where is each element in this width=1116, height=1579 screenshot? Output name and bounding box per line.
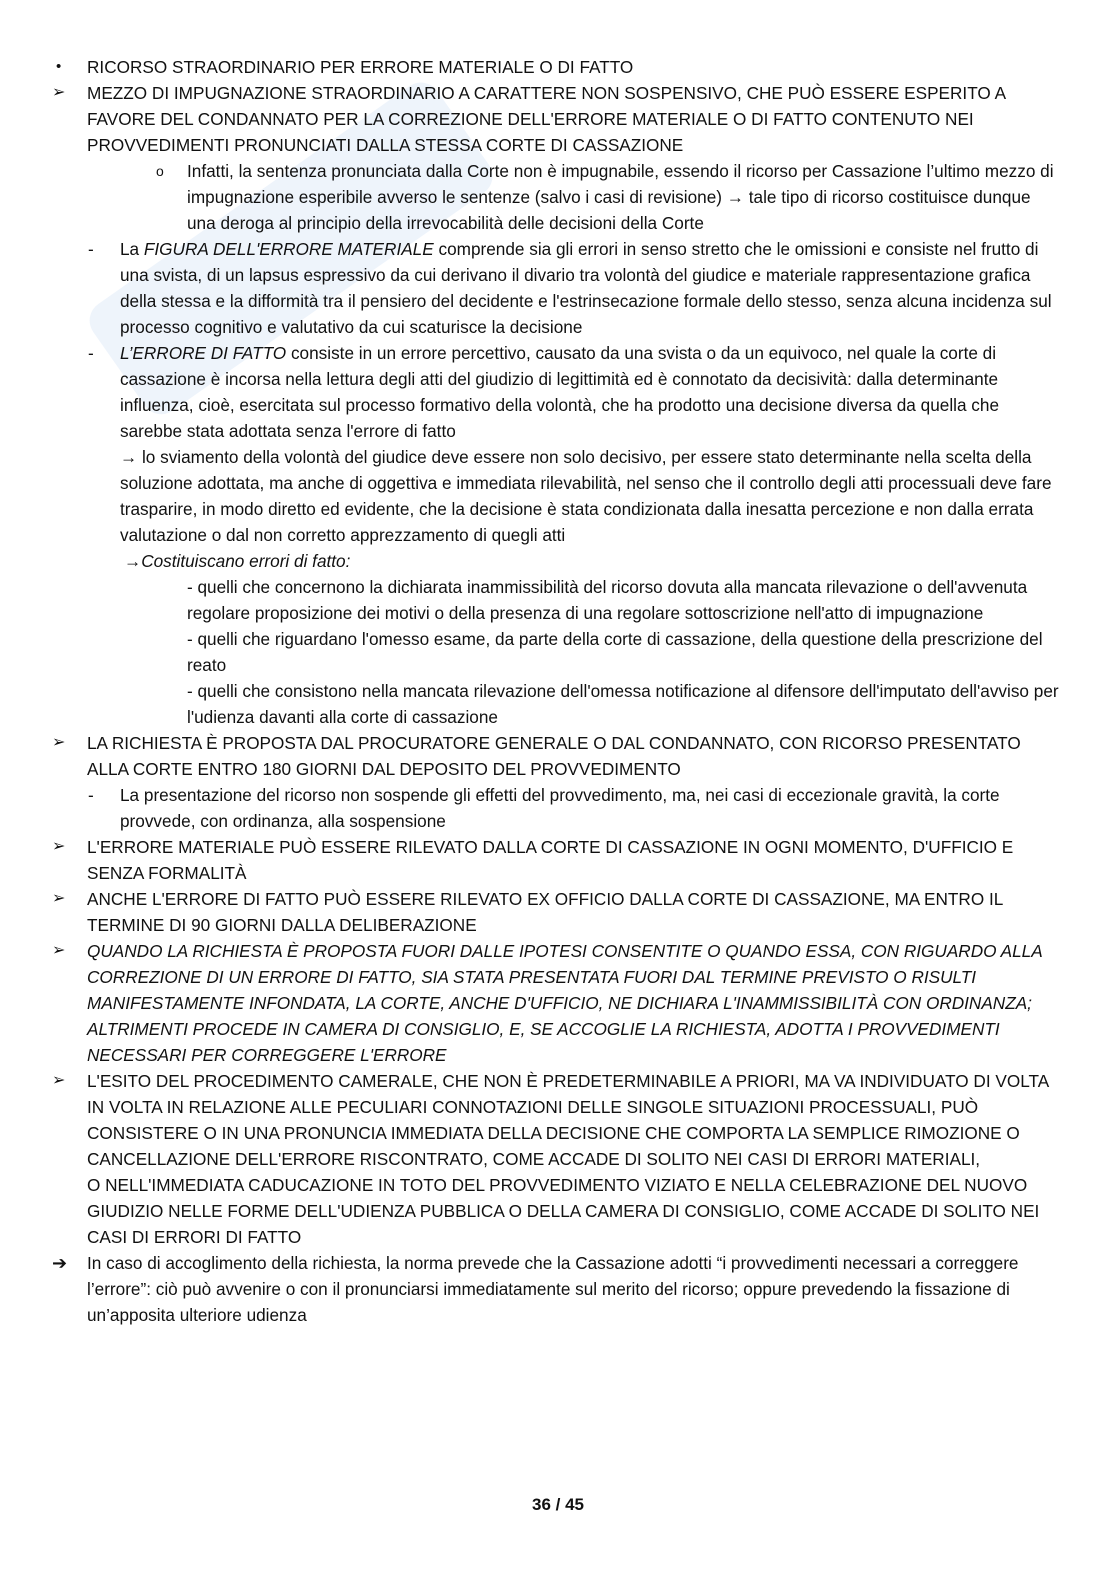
paragraph-text: Infatti, la sentenza pronunciata dalla Corte non è impugnabile, essendo il ricorso per Cassazione l’ultimo mezzo di impugnazione esperibile avverso le sentenze (salvo i casi di revisione) → tale tipo di ricorso costituisce dunque una deroga al principio della irrevocabilità delle decisioni della Corte: [187, 161, 1054, 233]
continuation-paragraph: → lo sviamento della volontà del giudice deve essere non solo decisivo, per essere stato determinante nella scelta della soluzione adottata, ma anche di oggettiva e immediata rilevabilità, nel senso che il controllo degli atti processuali deve fare trasparire, in modo diretto ed evidente, che la decisione è stata condizionata dalla inesatta percezione e non dalla errata valutazione o dal non corretto apprezzamento di quegli atti: [120, 447, 1052, 545]
paragraph-text: La presentazione del ricorso non sospende gli effetti del provvedimento, ma, nei casi di eccezionale gravità, la corte provvede, con ordinanza, alla sospensione: [120, 785, 1000, 831]
arrow-right-icon: ➔: [52, 1253, 68, 1273]
paragraph-text: ANCHE L'ERRORE DI FATTO PUÒ ESSERE RILEVATO EX OFFICIO DALLA CORTE DI CASSAZIONE, MA ENTRO IL TERMINE DI 90 GIORNI DALLA DELIBERAZIONE: [87, 889, 1003, 935]
arrowhead-bullet-icon: ➢: [52, 84, 66, 101]
list-item: [0, 1068, 1064, 1250]
list-item: [0, 80, 1064, 158]
list-title: →Costituiscano errori di fatto:: [124, 551, 351, 571]
page-number: 36 / 45: [532, 1495, 584, 1514]
dash-bullet: -: [88, 343, 94, 363]
error-list-item: - quelli che consistono nella mancata rilevazione dell'omessa notificazione al difensore dell'imputato dell'avviso per l'udienza davanti alla corte di cassazione: [187, 681, 1059, 727]
list-item: [0, 938, 1064, 1068]
sub-list-item: [0, 158, 1064, 236]
heading-item: [0, 54, 1064, 80]
emphasis-text: L’ERRORE DI FATTO: [120, 343, 287, 363]
error-list-item: - quelli che concernono la dichiarata inammissibilità del ricorso dovuta alla mancata rilevazione o dell'avvenuta regolare proposizione dei motivi o della presenza di una regolare sottoscrizione nell'atto di impugnazione: [187, 577, 1028, 623]
dash-bullet: -: [88, 239, 94, 259]
list-item: [0, 886, 1064, 938]
paragraph-text: MEZZO DI IMPUGNAZIONE STRAORDINARIO A CARATTERE NON SOSPENSIVO, CHE PUÒ ESSERE ESPERITO A FAVORE DEL CONDANNATO PER LA CORREZIONE DELL'ERRORE MATERIALE O DI FATTO CONTENUTO NEI PROVVEDIMENTI PRONUNCIATI DALLA STESSA CORTE DI CASSAZIONE: [87, 83, 1006, 155]
dash-list-item: [0, 782, 1064, 834]
arrowhead-bullet-icon: ➢: [52, 942, 66, 959]
emphasis-text: FIGURA DELL'ERRORE MATERIALE: [143, 239, 434, 259]
error-list-item: - quelli che riguardano l'omesso esame, da parte della corte di cassazione, della questione della prescrizione del reato: [187, 629, 1043, 675]
paragraph-text: L'ESITO DEL PROCEDIMENTO CAMERALE, CHE NON È PREDETERMINABILE A PRIORI, MA VA INDIVIDUATO DI VOLTA IN VOLTA IN RELAZIONE ALLE PECULIARI CONNOTAZIONI DELLE SINGOLE SITUAZIONI PROCESSUALI, PUÒ CONSISTERE O IN UNA PRONUNCIA IMMEDIATA DELLA DECISIONE CHE COMPORTA LA SEMPLICE RIMOZIONE O CANCELLAZIONE DELL'ERRORE RISCONTRATO, COME ACCADE DI SOLITO NEI CASI DI ERRORI MATERIALI, O NELL'IMMEDIATA CADUCAZIONE IN TOTO DEL PROVVEDIMENTO VIZIATO E NELLA CELEBRAZIONE DEL NUOVO GIUDIZIO NELLE FORME DELL'UDIENZA PUBBLICA O DELLA CAMERA DI CONSIGLIO, COME ACCADE DI SOLITO NEI CASI DI ERRORI DI FATTO: [87, 1071, 1049, 1247]
circle-bullet-icon: o: [156, 163, 164, 179]
paragraph-text: L’ERRORE DI FATTO consiste in un errore percettivo, causato da una svista o da un equivoco, nel quale la corte di cassazione è incorsa nella lettura degli atti del giudizio di legittimità ed è connotato da decisività: dalla determinante influenza, cioè, esercitata sul processo formativo della volontà, che ha prodotto una decisione diversa da quella che sarebbe stata adottata senza l'errore di fatto: [120, 343, 1000, 441]
list-item: [0, 1250, 1064, 1328]
dash-list-item: [0, 236, 1064, 340]
arrowhead-bullet-icon: ➢: [52, 838, 66, 855]
heading-text: RICORSO STRAORDINARIO PER ERRORE MATERIALE O DI FATTO: [87, 57, 634, 77]
document-page: [0, 54, 1116, 1328]
paragraph-text: QUANDO LA RICHIESTA È PROPOSTA FUORI DALLE IPOTESI CONSENTITE O QUANDO ESSA, CON RIGUARDO ALLA CORREZIONE DI UN ERRORE DI FATTO, SIA STATA PRESENTATA FUORI DAL TERMINE PREVISTO O RISULTI MANIFESTAMENTE INFONDATA, LA CORTE, ANCHE D'UFFICIO, NE DICHIARA L'INAMMISSIBILITÀ CON ORDINANZA; ALTRIMENTI PROCEDE IN CAMERA DI CONSIGLIO, E, SE ACCOGLIE LA RICHIESTA, ADOTTA I PROVVEDIMENTI NECESSARI PER CORREGGERE L'ERRORE: [87, 941, 1043, 1065]
paragraph-text: L'ERRORE MATERIALE PUÒ ESSERE RILEVATO DALLA CORTE DI CASSAZIONE IN OGNI MOMENTO, D'UFFICIO E SENZA FORMALITÀ: [87, 837, 1014, 883]
arrowhead-bullet-icon: ➢: [52, 734, 66, 751]
paragraph-text: La FIGURA DELL'ERRORE MATERIALE comprende sia gli errori in senso stretto che le omissioni e consiste nel frutto di una svista, di un lapsus espressivo da cui derivano il divario tra volontà del giudice e materiale rappresentazione grafica della stessa e la difformità tra il pensiero del decidente e l'estrinsecazione formale dello stesso, senza alcuna incidenza sul processo cognitivo e valutativo da cui scaturisce la decisione: [120, 239, 1052, 337]
paragraph-text: LA RICHIESTA È PROPOSTA DAL PROCURATORE GENERALE O DAL CONDANNATO, CON RICORSO PRESENTATO ALLA CORTE ENTRO 180 GIORNI DAL DEPOSITO DEL PROVVEDIMENTO: [87, 733, 1021, 779]
list-item: [0, 834, 1064, 886]
list-item: [0, 730, 1064, 782]
dash-bullet: -: [88, 785, 94, 805]
dash-list-item: [0, 340, 1064, 444]
arrowhead-bullet-icon: ➢: [52, 890, 66, 907]
arrowhead-bullet-icon: ➢: [52, 1072, 66, 1089]
bullet-icon: •: [56, 58, 62, 75]
paragraph-text: In caso di accoglimento della richiesta, la norma prevede che la Cassazione adotti “i provvedimenti necessari a correggere l’errore”: ciò può avvenire o con il pronunciarsi immediatamente sul merito del ricorso; oppure prevedendo la fissazione di un’apposita ulteriore udienza: [87, 1253, 1019, 1325]
